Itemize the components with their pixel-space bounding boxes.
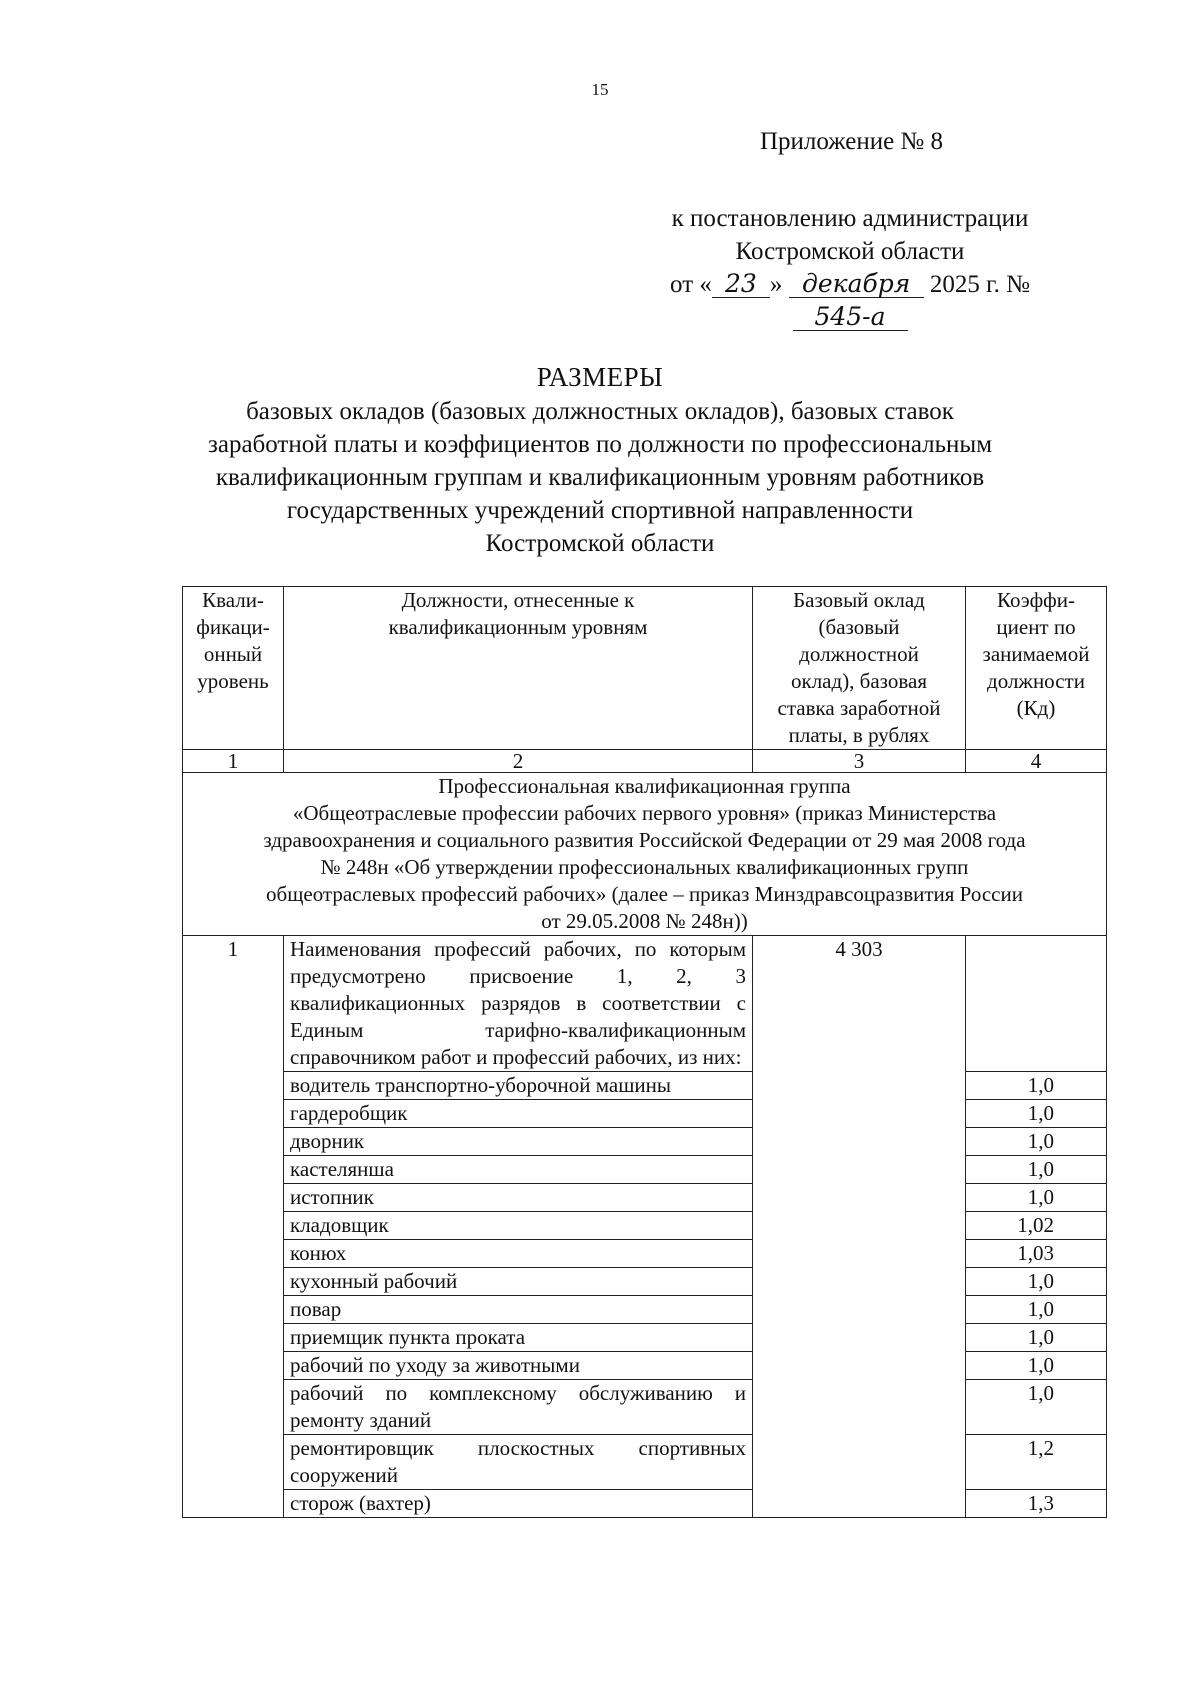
handwritten-day: 23	[712, 271, 770, 298]
position-coefficient: 1,2	[966, 1435, 1107, 1490]
position-coefficient: 1,0	[966, 1128, 1107, 1156]
table-row	[183, 1156, 1107, 1184]
page-number: 15	[591, 80, 609, 99]
level-description: Наименования профессий рабочих, по которым предусмотрено присвоение 1, 2, 3 квалификационных разрядов в соответствии с Единым тарифно-квалификационным справочником работ и профессий рабочих, из них:	[284, 936, 753, 1072]
subtitle-line: государственных учреждений спортивной направленности	[286, 497, 914, 524]
coefficient-empty	[966, 936, 1107, 1072]
table-row	[183, 1128, 1107, 1156]
position-coefficient: 1,03	[966, 1240, 1107, 1268]
position-name: истопник	[284, 1184, 753, 1212]
column-number: 4	[966, 750, 1107, 773]
handwritten-number: 545-а	[793, 304, 908, 331]
reference-date-line	[640, 268, 1060, 334]
position-coefficient: 1,0	[966, 1156, 1107, 1184]
table-row	[183, 1240, 1107, 1268]
appendix-label: Приложение № 8	[760, 128, 944, 155]
position-coefficient: 1,0	[966, 1100, 1107, 1128]
table-row	[183, 1352, 1107, 1380]
table-row	[183, 1435, 1107, 1490]
document-subtitle	[150, 395, 1050, 560]
position-name: кухонный рабочий	[284, 1268, 753, 1296]
reference-line-2: Костромской области	[735, 238, 965, 265]
table-row	[183, 1100, 1107, 1128]
reference-prefix: от «	[670, 271, 712, 298]
table-row	[183, 1212, 1107, 1240]
qualification-level: 1	[183, 936, 284, 1518]
position-coefficient: 1,0	[966, 1380, 1107, 1435]
subtitle-line: квалификационным группам и квалификационным уровням работников	[215, 464, 985, 491]
table-row	[183, 936, 1107, 1072]
handwritten-month: декабря	[789, 271, 924, 298]
column-number-row	[183, 750, 1107, 773]
position-name: водитель транспортно-уборочной машины	[284, 1072, 753, 1100]
table-row	[183, 1268, 1107, 1296]
position-coefficient: 1,3	[966, 1490, 1107, 1518]
reference-year: 2025 г. №	[929, 271, 1030, 298]
header-qualification-level: Квали- фикаци- онный уровень	[183, 587, 284, 750]
column-number: 2	[284, 750, 753, 773]
header-positions: Должности, отнесенные к квалификационным уровням	[284, 587, 753, 750]
position-coefficient: 1,0	[966, 1268, 1107, 1296]
table-row	[183, 1072, 1107, 1100]
table-row	[183, 1324, 1107, 1352]
group-title-row	[183, 773, 1107, 936]
position-coefficient: 1,02	[966, 1212, 1107, 1240]
position-name: кастелянша	[284, 1156, 753, 1184]
header-coefficient: Коэффи- циент по занимаемой должности (Кд)	[966, 587, 1107, 750]
table-header-row	[183, 587, 1107, 750]
position-name: рабочий по уходу за животными	[284, 1352, 753, 1380]
table-row	[183, 1490, 1107, 1518]
subtitle-line: Костромской области	[485, 530, 715, 557]
position-name: конюх	[284, 1240, 753, 1268]
position-coefficient: 1,0	[966, 1184, 1107, 1212]
position-coefficient: 1,0	[966, 1324, 1107, 1352]
header-base-salary: Базовый оклад (базовый должностной оклад), базовая ставка заработной платы, в рублях	[753, 587, 966, 750]
salary-table	[182, 586, 1107, 1518]
column-number: 1	[183, 750, 284, 773]
position-name: кладовщик	[284, 1212, 753, 1240]
position-name: повар	[284, 1296, 753, 1324]
position-name: ремонтировщик плоскостных спортивных сооружений	[284, 1435, 753, 1490]
subtitle-line: базовых окладов (базовых должностных окладов), базовых ставок	[246, 398, 954, 425]
position-coefficient: 1,0	[966, 1352, 1107, 1380]
table-row	[183, 1380, 1107, 1435]
position-name: рабочий по комплексному обслуживанию и ремонту зданий	[284, 1380, 753, 1435]
table-row	[183, 1296, 1107, 1324]
position-name: сторож (вахтер)	[284, 1490, 753, 1518]
table-row	[183, 1184, 1107, 1212]
document-title: РАЗМЕРЫ	[536, 362, 664, 392]
position-name: дворник	[284, 1128, 753, 1156]
position-name: гардеробщик	[284, 1100, 753, 1128]
subtitle-line: заработной платы и коэффициентов по должности по профессиональным	[207, 431, 993, 458]
group-title: Профессиональная квалификационная группа «Общеотраслевые профессии рабочих первого уровня» (приказ Министерства здравоохранения и социального развития Российской Федерации от 29 мая 2008 года № 248н «Об утверждении профессиональных квалификационных групп общеотраслевых профессий рабочих» (далее – приказ Минздравсоцразвития России от 29.05.2008 № 248н))	[183, 773, 1107, 936]
document-reference	[640, 202, 1060, 334]
reference-mid: »	[769, 271, 783, 298]
position-coefficient: 1,0	[966, 1072, 1107, 1100]
column-number: 3	[753, 750, 966, 773]
base-salary: 4 303	[753, 936, 966, 1518]
position-name: приемщик пункта проката	[284, 1324, 753, 1352]
position-coefficient: 1,0	[966, 1296, 1107, 1324]
reference-line-1: к постановлению администрации	[671, 205, 1029, 232]
